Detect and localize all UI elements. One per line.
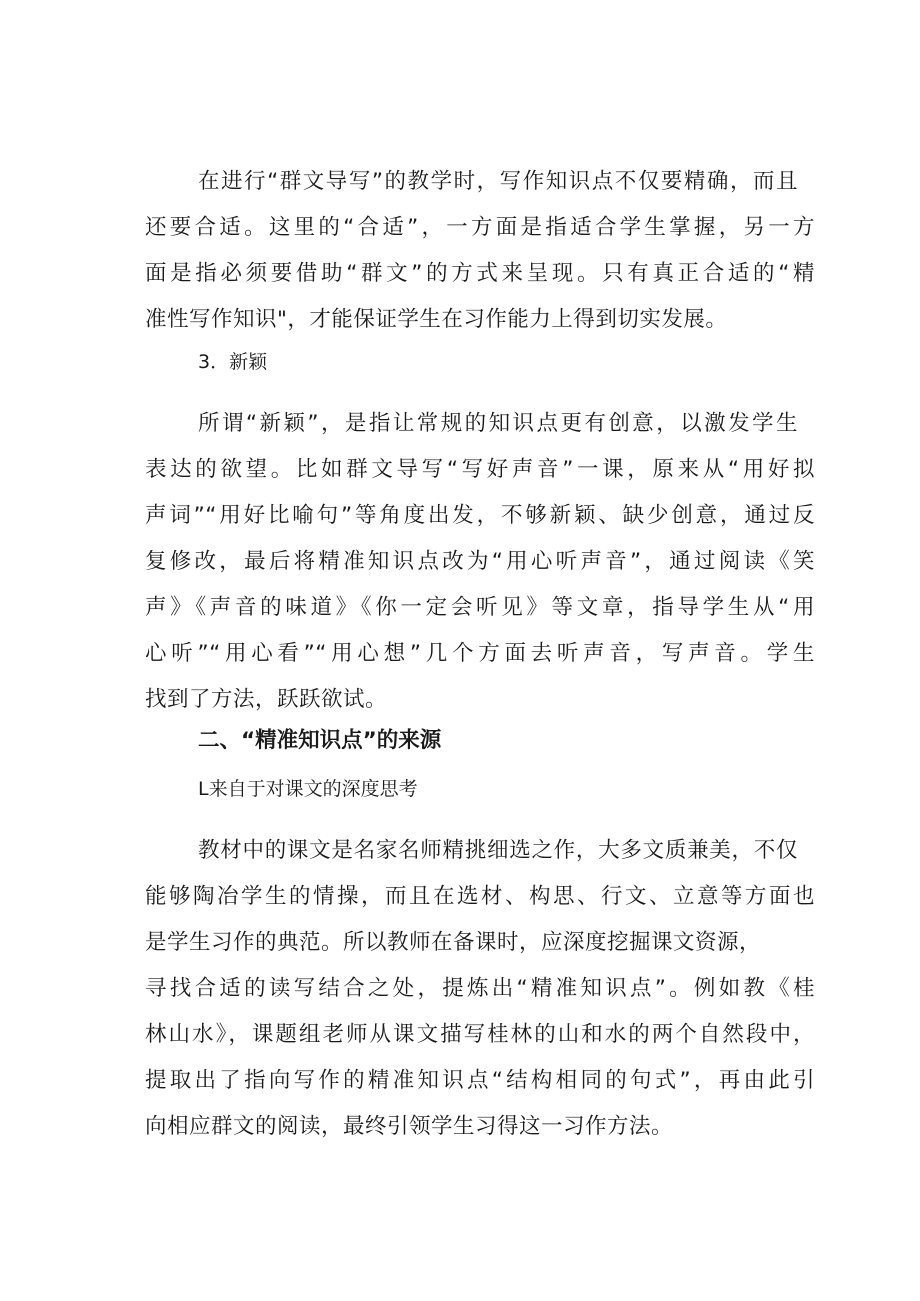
paragraph-3-line-7: 向相应群文的阅读，最终引领学生习得这一习作方法。 bbox=[145, 1114, 674, 1139]
paragraph-3-line-2: 能够陶冶学生的情操，而且在选材、构思、行文、立意等方面也 bbox=[145, 884, 815, 909]
paragraph-1-line-2: 还要合适。这里的“合适”，一方面是指适合学生掌握，另一方 bbox=[145, 215, 815, 240]
paragraph-1-line-1: 在进行“群文导写”的教学时，写作知识点不仅要精确，而且 bbox=[198, 169, 798, 194]
paragraph-3-line-5: 林山水》，课题组老师从课文描写桂林的山和水的两个自然段中， bbox=[145, 1022, 815, 1047]
subheading-1: L来自于对课文的深度思考 bbox=[198, 778, 418, 800]
paragraph-1-line-4: 准性写作知识"，才能保证学生在习作能力上得到切实发展。 bbox=[145, 307, 728, 332]
paragraph-3-line-6: 提取出了指向写作的精准知识点“结构相同的句式”，再由此引 bbox=[145, 1068, 815, 1093]
paragraph-2-line-4: 复修改，最后将精准知识点改为“用心听声音”，通过阅读《笑 bbox=[145, 549, 815, 574]
paragraph-3-line-4: 寻找合适的读写结合之处，提炼出“精准知识点”。例如教《桂 bbox=[145, 976, 815, 1001]
paragraph-2-line-1: 所谓“新颖”，是指让常规的知识点更有创意，以激发学生 bbox=[198, 411, 798, 436]
paragraph-3-line-3: 是学生习作的典范。所以教师在备课时，应深度挖掘课文资源， bbox=[145, 930, 762, 955]
section-heading: 二、“精准知识点”的来源 bbox=[198, 728, 442, 753]
paragraph-2-line-3: 声词”“用好比喻句”等角度出发，不够新颖、缺少创意，通过反 bbox=[145, 503, 815, 528]
paragraph-2-line-6: 心听”“用心看”“用心想”几个方面去听声音，写声音。学生 bbox=[145, 641, 815, 666]
paragraph-1-line-3: 面是指必须要借助“群文”的方式来呈现。只有真正合适的“精 bbox=[145, 261, 815, 286]
paragraph-3-line-1: 教材中的课文是名家名师精挑细选之作，大多文质兼美，不仅 bbox=[198, 838, 798, 863]
paragraph-2-line-2: 表达的欲望。比如群文导写“写好声音”一课，原来从“用好拟 bbox=[145, 457, 815, 482]
paragraph-2-line-5: 声》《声音的味道》《你一定会听见》等文章，指导学生从“用 bbox=[145, 595, 815, 620]
subheading-3: 3．新颖 bbox=[198, 351, 268, 373]
paragraph-2-line-7: 找到了方法，跃跃欲试。 bbox=[145, 687, 388, 712]
